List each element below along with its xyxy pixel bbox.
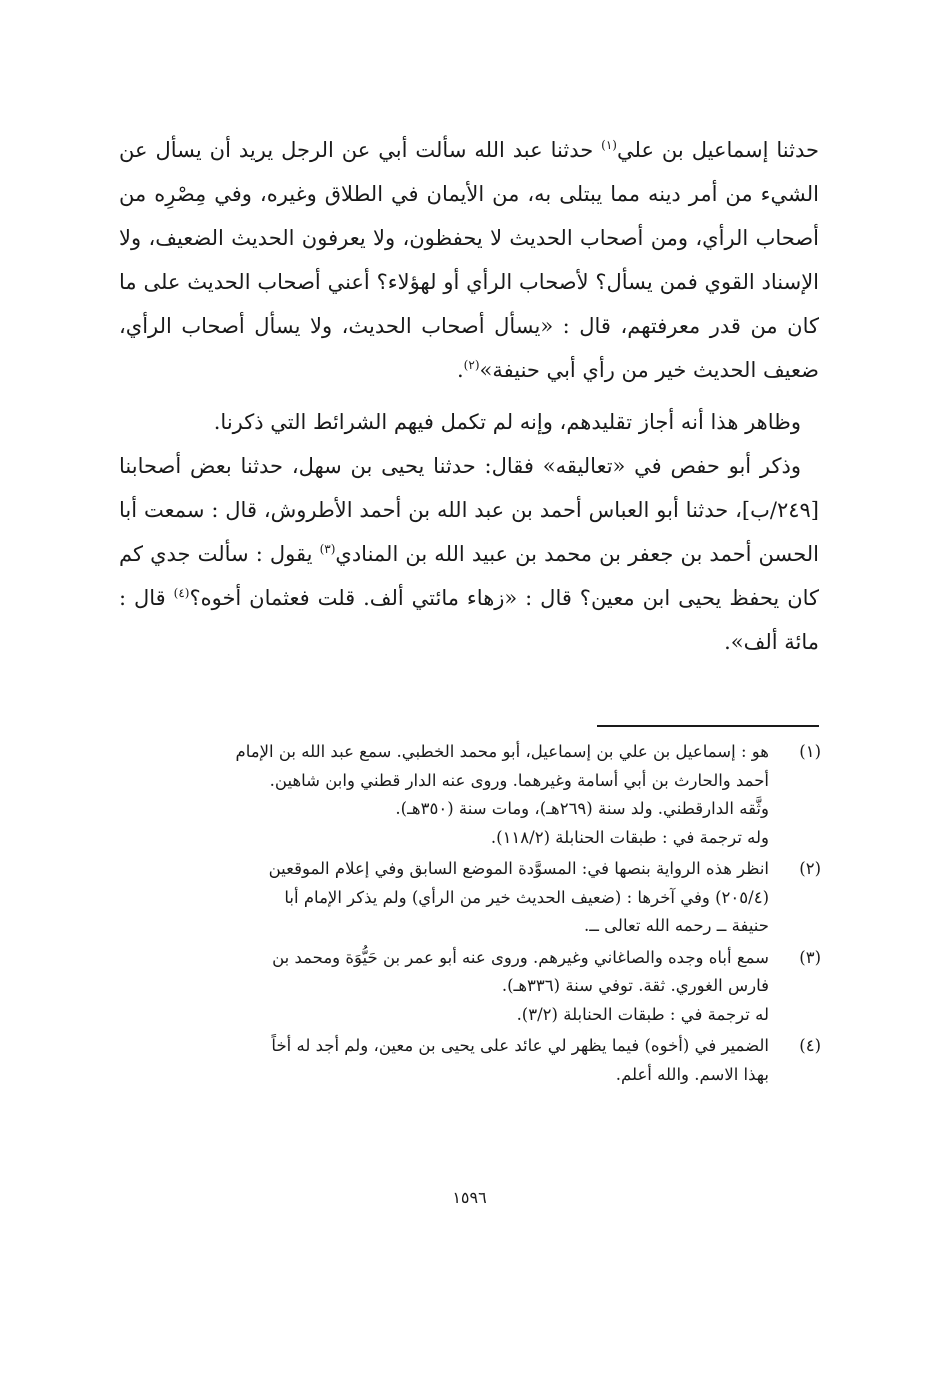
paragraph-text: قال : مائة ألف». bbox=[119, 586, 819, 654]
footnote-line: أحمد والحارث بن أبي أسامة وغيرهما. وروى عنه الدار قطني وابن شاهين. bbox=[269, 770, 769, 790]
footnote-text bbox=[119, 944, 769, 1030]
footnote-text bbox=[119, 855, 769, 941]
paragraph-text: وظاهر هذا أنه أجاز تقليدهم، وإنه لم تكمل فيهم الشرائط التي ذكرنا. bbox=[213, 410, 801, 434]
footnote bbox=[119, 738, 821, 852]
paragraph-text: حدثنا عبد الله سألت أبي عن الرجل يريد أن يسأل عن الشيء من أمر دينه مما يبتلى به، من الأيمان في الطلاق وغيره، وفي مِصْرِه من أصحاب الرأي، ومن أصحاب الحديث لا يحفظون، ولا يعرفون الحديث الضعيف، ولا الإسناد القوي فمن يسأل؟ لأصحاب الرأي أو لهؤلاء؟ أعني أصحاب الحديث على ما كان من قدر معرفتهم، قال : «يسأل أصحاب الحديث، ولا يسأل أصحاب الرأي، ضعيف الحديث خير من رأي أبي حنيفة» bbox=[119, 138, 819, 382]
footnote-line: سمع أباه وجده والصاغاني وغيرهم. وروى عنه أبو عمر بن حَيُّوَة ومحمد بن bbox=[272, 947, 769, 967]
footnote-marker: (٤) bbox=[173, 586, 190, 600]
footnote-marker: (١) bbox=[601, 138, 617, 152]
footnote-text bbox=[119, 738, 769, 852]
footnote-separator bbox=[597, 725, 819, 727]
paragraph-text: وذكر أبو حفص في «تعاليقه» فقال: حدثنا يحيى بن سهل، حدثنا بعض أصحابنا [٢٤٩/ب]، حدثنا أبو العباس أحمد بن عبد الله بن أحمد الأطروش، قال : سمعت أبا الحسن أحمد بن جعفر بن محمد بن عبيد الله بن المنادي bbox=[119, 454, 819, 566]
footnote-line: وثَّقه الدارقطني. ولد سنة (٢٦٩هـ)، ومات سنة (٣٥٠هـ). bbox=[395, 799, 769, 818]
footnote-line: هو : إسماعيل بن علي بن إسماعيل، أبو محمد الخطبي. سمع عبد الله بن الإمام bbox=[235, 742, 769, 761]
footnote bbox=[119, 855, 821, 941]
footnote-marker: (٣) bbox=[319, 542, 336, 556]
paragraph-2 bbox=[119, 400, 819, 444]
paragraph-3 bbox=[119, 444, 819, 664]
footnote-line: (٢٠٥/٤) وفي آخرها : (ضعيف الحديث خير من الرأي) ولم يذكر الإمام أبا bbox=[284, 887, 769, 907]
footnote-number: (١) bbox=[799, 742, 821, 761]
footnote-line: حنيفة ــ رحمه الله تعالى ــ. bbox=[584, 916, 769, 935]
footnote-line: فارس الغوري. ثقة. توفي سنة (٣٣٦هـ). bbox=[501, 976, 769, 995]
paragraph-text: حدثنا إسماعيل بن علي bbox=[616, 138, 819, 162]
paragraph-text: . bbox=[456, 358, 464, 382]
footnote-line: بهذا الاسم. والله أعلم. bbox=[615, 1064, 769, 1084]
footnote-line: انظر هذه الرواية بنصها في: المسوَّدة الموضع السابق وفي إعلام الموقعين bbox=[268, 859, 769, 878]
footnote bbox=[119, 1032, 821, 1089]
footnote-text bbox=[119, 1032, 769, 1089]
footnotes bbox=[119, 738, 821, 1092]
main-text bbox=[119, 128, 819, 664]
footnote-number: (٤) bbox=[799, 1036, 821, 1055]
footnote-marker: (٢) bbox=[463, 358, 480, 372]
paragraph-1 bbox=[119, 128, 819, 392]
footnote-number: (٢) bbox=[799, 859, 821, 878]
footnote-line: له ترجمة في : طبقات الحنابلة (٣/٢). bbox=[516, 1004, 769, 1024]
footnote bbox=[119, 944, 821, 1030]
page-number: ١٥٩٦ bbox=[452, 1188, 487, 1207]
footnote-line: وله ترجمة في : طبقات الحنابلة (١١٨/٢). bbox=[490, 827, 769, 847]
footnote-line: الضمير في (أخوه) فيما يظهر لي عائد على يحيى بن معين، ولم أجد له أخاً bbox=[271, 1036, 769, 1055]
paragraph-text: يقول : سألت جدي كم كان يحفظ يحيى ابن معين؟ قال : «زهاء مائتي ألف. قلت فعثمان أخوه؟ bbox=[119, 542, 820, 610]
footnote-number: (٣) bbox=[799, 947, 821, 967]
